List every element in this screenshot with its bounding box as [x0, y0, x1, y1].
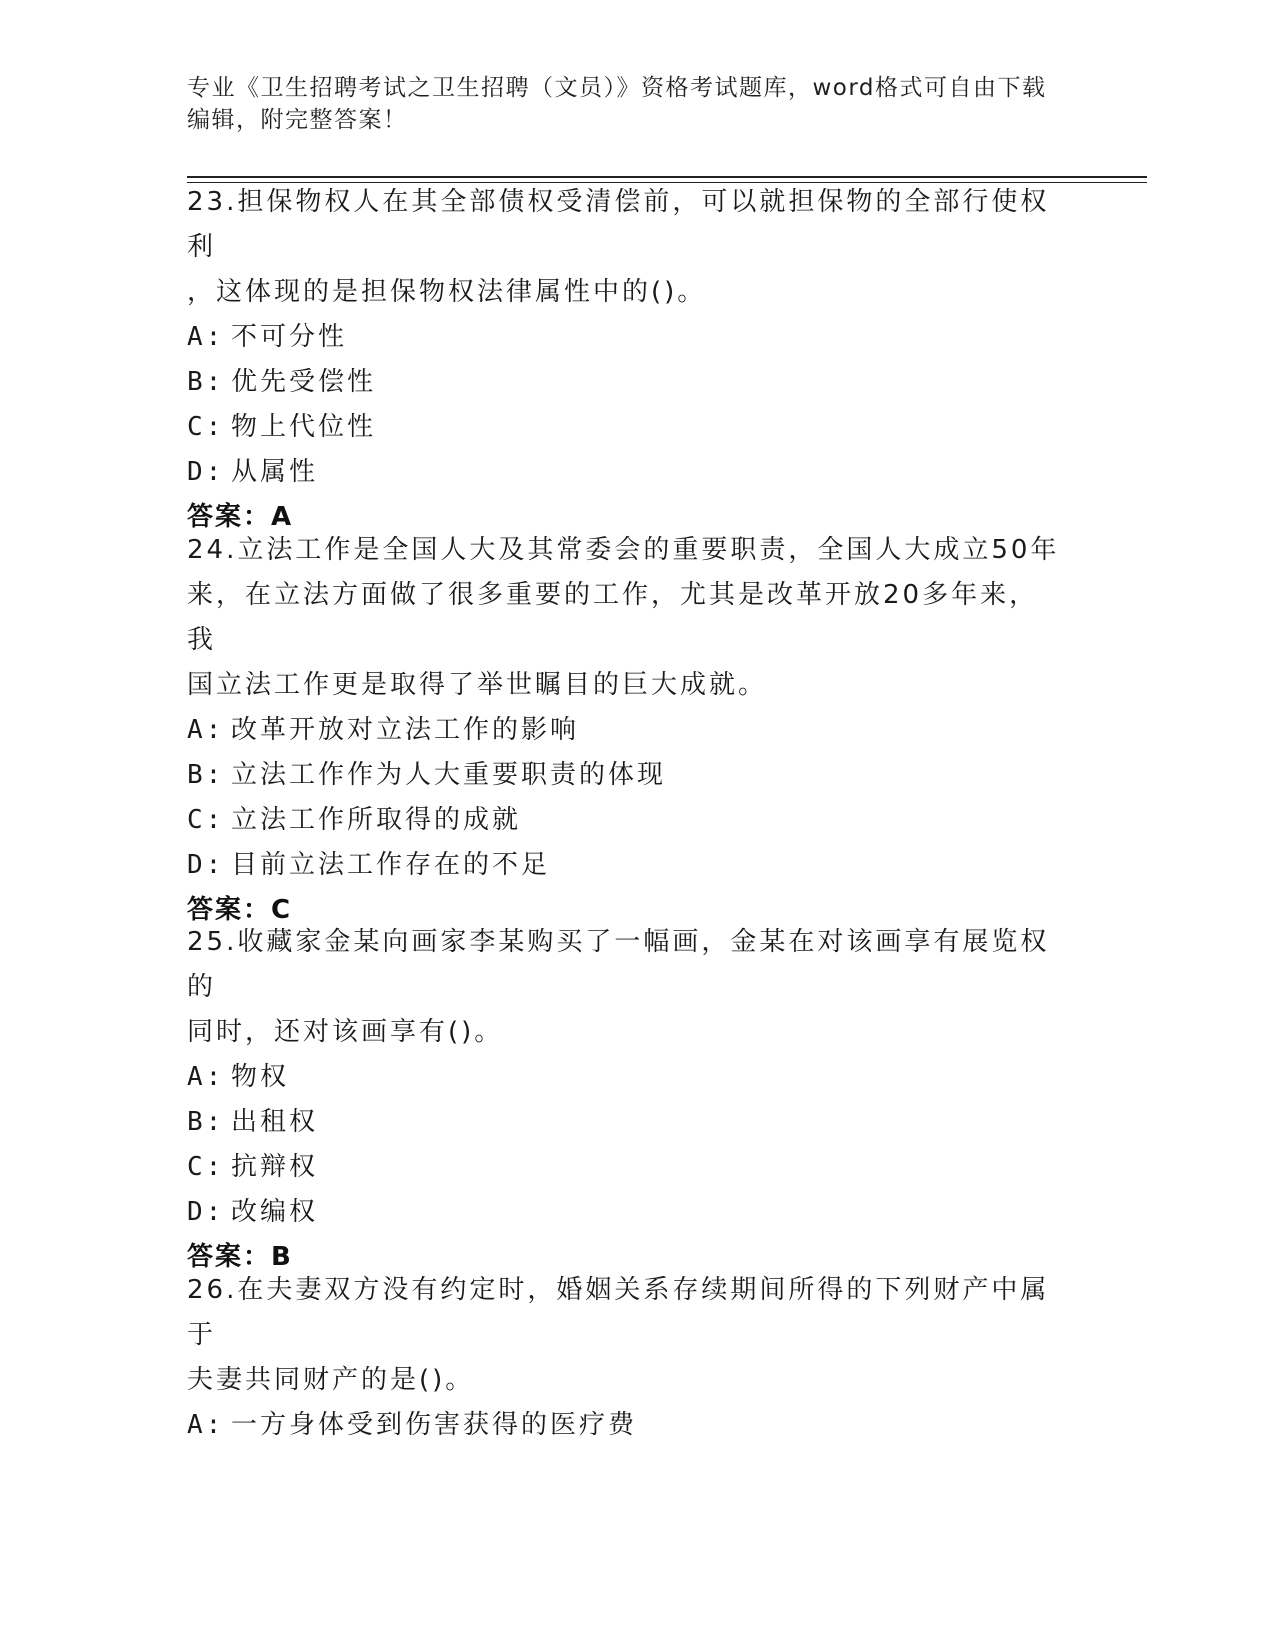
question-stem-line: 23.担保物权人在其全部债权受清偿前，可以就担保物的全部行使权利 — [187, 187, 1050, 262]
question-26 — [187, 1268, 1067, 1448]
option-a — [187, 708, 1067, 753]
header-line-2: 编辑，附完整答案！ — [187, 107, 408, 133]
question-stem-line: 夫妻共同财产的是()。 — [187, 1365, 475, 1395]
option-key: C: — [187, 1152, 225, 1182]
option-key: D: — [187, 1197, 225, 1227]
option-d — [187, 1190, 1067, 1235]
option-key: B: — [187, 1107, 225, 1137]
question-stem-line: 24.立法工作是全国人大及其常委会的重要职责，全国人大成立50年 — [187, 535, 1060, 565]
option-key: A: — [187, 1062, 225, 1092]
option-d — [187, 843, 1067, 888]
option-key: B: — [187, 367, 225, 397]
option-d — [187, 450, 1067, 495]
option-c — [187, 798, 1067, 843]
option-a — [187, 1403, 1067, 1448]
question-25 — [187, 920, 1067, 1280]
header-line-1: 专业《卫生招聘考试之卫生招聘（文员）》资格考试题库，word格式可自由下载 — [187, 75, 1047, 101]
question-stem-line: 同时，还对该画享有()。 — [187, 1017, 504, 1047]
option-c — [187, 405, 1067, 450]
option-b — [187, 753, 1067, 798]
option-text: 立法工作作为人大重要职责的体现 — [231, 760, 667, 790]
option-text: 改革开放对立法工作的影响 — [231, 715, 580, 745]
option-a — [187, 315, 1067, 360]
question-23 — [187, 180, 1067, 540]
option-text: 抗辩权 — [231, 1152, 319, 1182]
option-key: C: — [187, 412, 225, 442]
option-key: B: — [187, 760, 225, 790]
option-key: A: — [187, 1410, 225, 1440]
answer-line: 答案：C — [187, 895, 293, 925]
option-text: 从属性 — [231, 457, 319, 487]
question-stem-line: 来，在立法方面做了很多重要的工作，尤其是改革开放20多年来，我 — [187, 580, 1039, 655]
question-stem-line: 25.收藏家金某向画家李某购买了一幅画，金某在对该画享有展览权的 — [187, 927, 1050, 1002]
option-b — [187, 1100, 1067, 1145]
option-key: A: — [187, 322, 225, 352]
header-divider-thick — [187, 176, 1147, 178]
option-text: 优先受偿性 — [231, 367, 377, 397]
option-text: 目前立法工作存在的不足 — [231, 850, 551, 880]
option-key: D: — [187, 457, 225, 487]
option-text: 物上代位性 — [231, 412, 377, 442]
question-24 — [187, 528, 1067, 933]
answer-line: 答案：B — [187, 1242, 293, 1272]
question-stem-line: ，这体现的是担保物权法律属性中的()。 — [187, 277, 707, 307]
question-stem-line: 26.在夫妻双方没有约定时，婚姻关系存续期间所得的下列财产中属于 — [187, 1275, 1050, 1350]
option-key: D: — [187, 850, 225, 880]
option-text: 改编权 — [231, 1197, 319, 1227]
option-text: 物权 — [231, 1062, 290, 1092]
option-text: 不可分性 — [231, 322, 348, 352]
option-a — [187, 1055, 1067, 1100]
option-c — [187, 1145, 1067, 1190]
answer-line: 答案：A — [187, 502, 294, 532]
option-key: A: — [187, 715, 225, 745]
option-text: 出租权 — [231, 1107, 319, 1137]
question-stem-line: 国立法工作更是取得了举世瞩目的巨大成就。 — [187, 670, 768, 700]
option-text: 立法工作所取得的成就 — [231, 805, 522, 835]
option-text: 一方身体受到伤害获得的医疗费 — [231, 1410, 638, 1440]
option-key: C: — [187, 805, 225, 835]
document-header — [187, 72, 1067, 136]
option-b — [187, 360, 1067, 405]
